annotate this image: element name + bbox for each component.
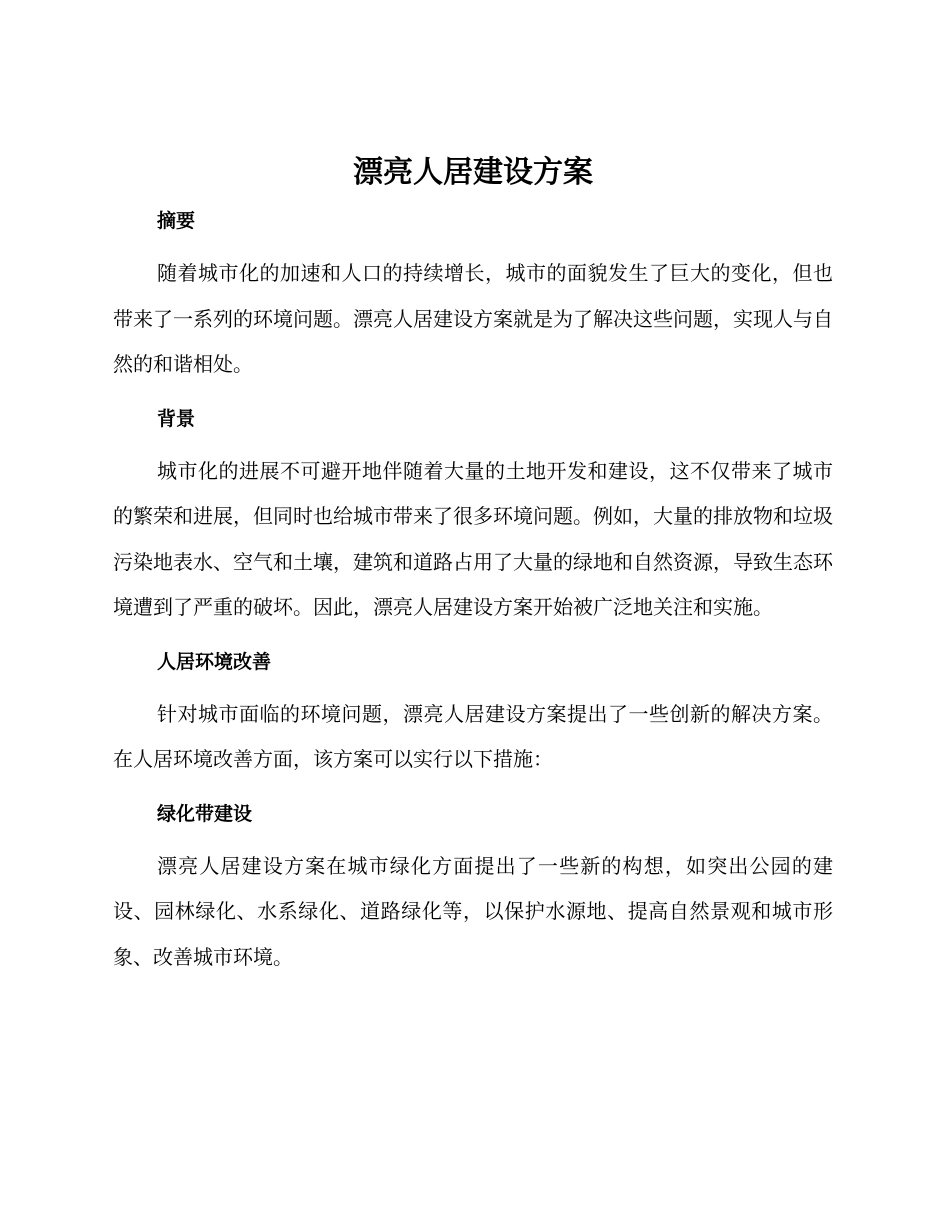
section-heading-environment-improvement: 人居环境改善 — [157, 650, 272, 673]
section-paragraph-green-belt: 漂亮人居建设方案在城市绿化方面提出了一些新的构想，如突出公园的建设、园林绿化、水系绿化、道路绿化等，以保护水源地、提高自然景观和城市形象、改善城市环境。 — [113, 853, 833, 969]
section-heading-green-belt: 绿化带建设 — [157, 802, 253, 825]
document-page — [113, 148, 833, 980]
section-heading-abstract: 摘要 — [157, 210, 196, 232]
section-paragraph-background: 城市化的进展不可避开地伴随着大量的土地开发和建设，这不仅带来了城市的繁荣和进展，但同时也给城市带来了很多环境问题。例如，大量的排放物和垃圾污染地表水、空气和土壤，建筑和道路占用了大量的绿地和自然资源，导致生态环境遭到了严重的破坏。因此，漂亮人居建设方案开始被广泛地关注和实施。 — [113, 458, 833, 619]
section-paragraph-abstract: 随着城市化的加速和人口的持续增长，城市的面貌发生了巨大的变化，但也带来了一系列的环境问题。漂亮人居建设方案就是为了解决这些问题，实现人与自然的和谐相处。 — [113, 261, 833, 376]
section-heading-background: 背景 — [157, 407, 196, 430]
document-title: 漂亮人居建设方案 — [353, 155, 593, 190]
section-paragraph-environment-improvement: 针对城市面临的环境问题，漂亮人居建设方案提出了一些创新的解决方案。在人居环境改善方面，该方案可以实行以下措施： — [113, 701, 833, 771]
